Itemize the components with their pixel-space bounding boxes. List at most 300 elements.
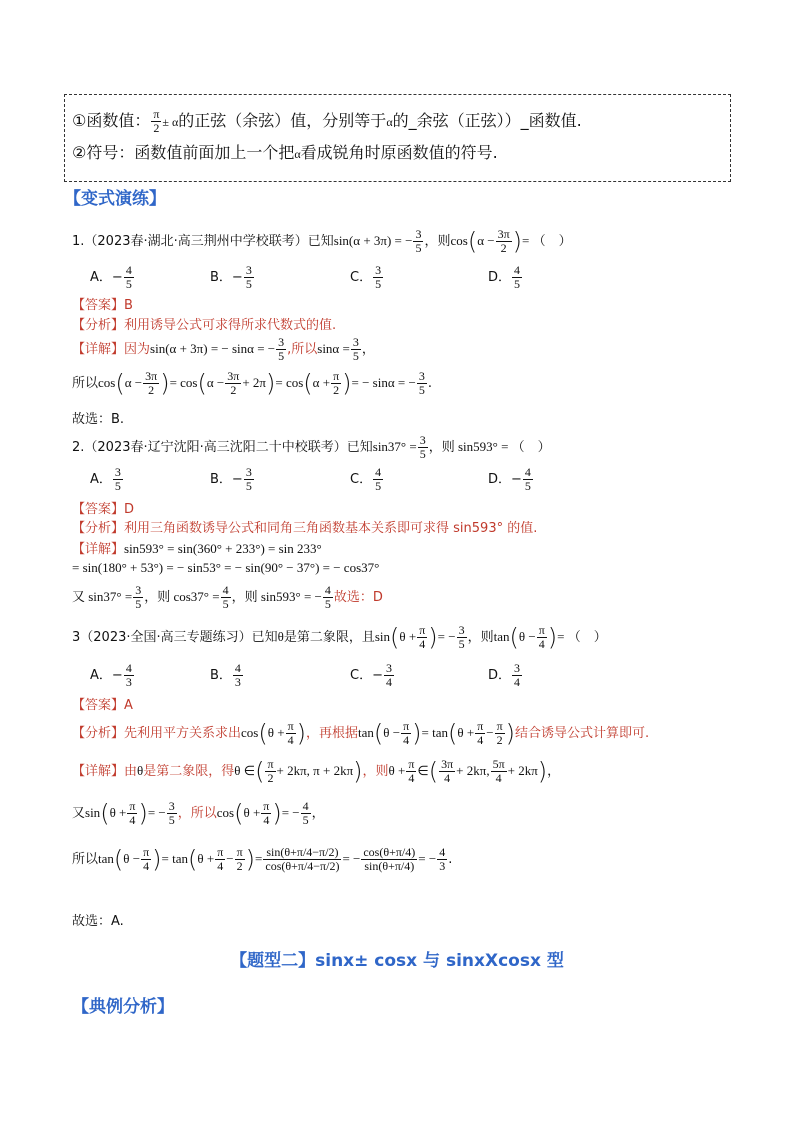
numerator: 3π bbox=[441, 757, 454, 771]
fraction bbox=[537, 624, 547, 651]
denominator: 4 bbox=[514, 675, 521, 689]
math-text: ∈ bbox=[417, 763, 429, 778]
option-label: D． bbox=[488, 668, 512, 683]
paren-close: ) bbox=[547, 623, 558, 652]
q3-answer bbox=[72, 694, 133, 713]
q1-option-d[interactable] bbox=[488, 264, 523, 291]
paren-open: ( bbox=[100, 799, 110, 828]
option-label: A． bbox=[90, 472, 112, 487]
denominator: 5 bbox=[125, 277, 132, 291]
denominator: 5 bbox=[375, 277, 382, 291]
numerator: 3 bbox=[245, 465, 252, 479]
numerator: π bbox=[496, 719, 503, 733]
fraction bbox=[439, 758, 455, 785]
fraction bbox=[276, 336, 286, 363]
numerator: π bbox=[263, 799, 270, 813]
math-text: sin593° = sin(360° + 233°) = sin 233° bbox=[124, 541, 322, 556]
math-text: θ + bbox=[243, 805, 261, 820]
analysis-label: 【分析】 bbox=[72, 726, 125, 741]
denominator: 5 bbox=[418, 383, 425, 397]
q2-stem-text: 2.（2023春·辽宁沈阳·高三沈阳二十中校联考）已知 bbox=[72, 440, 373, 455]
numerator: 4 bbox=[302, 799, 309, 813]
option-label: C． bbox=[350, 668, 373, 683]
option-sign: − bbox=[231, 472, 243, 487]
denominator: 5 bbox=[375, 479, 382, 493]
paren-open: ( bbox=[115, 369, 125, 398]
numerator: π bbox=[333, 369, 340, 383]
option-sign: − bbox=[111, 270, 123, 285]
option-sign: − bbox=[111, 668, 123, 683]
q3-conclusion: 故选：A. bbox=[72, 914, 124, 929]
math-text: θ + bbox=[457, 725, 475, 740]
q1-ask-pre: ，则 bbox=[424, 234, 451, 249]
section-heading-example: 【典例分析】 bbox=[72, 997, 174, 1017]
q1-given: sin(α + 3π) = − bbox=[333, 233, 413, 248]
fraction bbox=[406, 758, 416, 785]
math-text: = tan bbox=[421, 725, 448, 740]
fraction bbox=[244, 466, 254, 493]
analysis-text: 先利用平方关系求出 bbox=[124, 726, 242, 741]
fraction bbox=[417, 624, 427, 651]
denominator: 4 bbox=[217, 859, 224, 873]
q2-option-c[interactable] bbox=[350, 466, 384, 493]
q3-detail-1 bbox=[72, 758, 560, 785]
detail-text: . bbox=[448, 852, 453, 867]
q2-detail-1 bbox=[72, 538, 322, 557]
fraction bbox=[512, 662, 522, 689]
math-text: = − bbox=[281, 805, 300, 820]
detail-text: 又 bbox=[72, 806, 86, 821]
denominator: 3 bbox=[125, 675, 132, 689]
numerator: 4 bbox=[125, 263, 132, 277]
fraction bbox=[512, 264, 522, 291]
numerator: 4 bbox=[234, 661, 241, 675]
detail-text: ,所以 bbox=[287, 342, 318, 357]
denominator: 4 bbox=[287, 733, 294, 747]
fraction bbox=[351, 336, 361, 363]
q2-answer bbox=[72, 498, 134, 517]
numerator: π bbox=[143, 845, 150, 859]
fraction bbox=[495, 720, 505, 747]
q3-option-c[interactable] bbox=[350, 662, 395, 689]
q2-ask: ，则 sin593° = （ ） bbox=[428, 439, 551, 454]
paren-close: ) bbox=[537, 757, 548, 786]
option-label: D． bbox=[488, 270, 512, 285]
math-text: ，则 sin593° = − bbox=[231, 589, 322, 604]
fraction bbox=[233, 662, 243, 689]
math-text: + 2kπ bbox=[507, 763, 538, 778]
paren-open: ( bbox=[255, 757, 265, 786]
denominator: 4 bbox=[419, 637, 426, 651]
answer-label: 【答案】 bbox=[72, 298, 125, 313]
math-text: sin bbox=[374, 629, 391, 644]
q1-ask-inner: α − bbox=[477, 233, 495, 248]
detail-text: 由 bbox=[124, 764, 138, 779]
math-text: sin bbox=[85, 805, 101, 820]
fraction bbox=[151, 108, 161, 135]
paren-open: ( bbox=[303, 369, 313, 398]
fraction bbox=[457, 624, 467, 651]
q2-given: sin37° = bbox=[372, 439, 417, 454]
q1-detail-2 bbox=[72, 370, 432, 397]
detail-label: 【详解】 bbox=[72, 342, 125, 357]
denominator: 4 bbox=[477, 733, 484, 747]
math-text: θ − bbox=[518, 629, 536, 644]
answer-value: D bbox=[124, 502, 135, 517]
answer-label: 【答案】 bbox=[72, 502, 125, 517]
detail-text: ， bbox=[311, 806, 325, 821]
numerator: 3π bbox=[145, 369, 158, 383]
theta-symbol: θ bbox=[277, 629, 284, 644]
denominator: 5 bbox=[419, 447, 426, 461]
detail-text: 所以 bbox=[72, 376, 99, 391]
numerator: 4 bbox=[439, 845, 446, 859]
denominator: 5 bbox=[245, 479, 252, 493]
summary-text: 的正弦（余弦）值，分别等于 bbox=[178, 111, 387, 130]
fraction bbox=[373, 466, 383, 493]
q2-analysis bbox=[72, 517, 537, 536]
detail-text: 故选：D bbox=[333, 590, 383, 605]
numerator: π bbox=[153, 107, 160, 121]
numerator: π bbox=[419, 623, 426, 637]
numerator: 4 bbox=[375, 465, 382, 479]
fraction bbox=[221, 584, 231, 611]
denominator: 2 bbox=[500, 241, 507, 255]
numerator: 3 bbox=[385, 661, 392, 675]
pm-alpha: ± α bbox=[162, 115, 179, 129]
fraction bbox=[418, 434, 428, 461]
section-heading-variant: 【变式演练】 bbox=[64, 189, 166, 209]
fraction bbox=[491, 758, 507, 785]
option-label: A． bbox=[90, 270, 112, 285]
paren-close: ) bbox=[245, 845, 256, 874]
denominator: 3 bbox=[439, 859, 446, 873]
alpha-symbol: α bbox=[294, 147, 301, 161]
denominator: 4 bbox=[263, 813, 270, 827]
summary-line-2 bbox=[72, 140, 498, 163]
fraction bbox=[261, 800, 271, 827]
math-text: = cos bbox=[275, 375, 304, 390]
paren-close: ) bbox=[342, 369, 352, 398]
fraction bbox=[225, 370, 241, 397]
math-text: α − bbox=[124, 375, 143, 390]
q2-stem bbox=[72, 434, 551, 461]
q1-option-b[interactable] bbox=[210, 264, 255, 291]
detail-text: ，所以 bbox=[177, 806, 217, 821]
numerator: 3 bbox=[352, 335, 359, 349]
denominator: 2 bbox=[230, 383, 237, 397]
denominator: 5 bbox=[222, 597, 229, 611]
fraction bbox=[384, 662, 394, 689]
math-text: . bbox=[427, 376, 432, 391]
q2-option-a[interactable] bbox=[90, 466, 124, 493]
fraction bbox=[496, 228, 512, 255]
denominator: 5 bbox=[415, 241, 422, 255]
math-text: θ + bbox=[388, 763, 406, 778]
math-text: tan bbox=[493, 629, 510, 644]
paren-close: ) bbox=[266, 369, 276, 398]
detail-text: ， bbox=[361, 342, 375, 357]
summary-text: 看成锐角时原函数值的符号. bbox=[300, 143, 498, 162]
math-text: θ + bbox=[399, 629, 417, 644]
denominator: 5 bbox=[302, 813, 309, 827]
denominator: 4 bbox=[444, 771, 451, 785]
paren-close: ) bbox=[353, 757, 363, 786]
fraction bbox=[286, 720, 296, 747]
math-text: = − bbox=[147, 805, 166, 820]
numerator: 3 bbox=[114, 465, 121, 479]
denominator: 2 bbox=[267, 771, 274, 785]
answer-value: B bbox=[124, 298, 133, 313]
q3-analysis bbox=[72, 720, 649, 747]
fraction bbox=[437, 846, 447, 873]
numerator: π bbox=[129, 799, 136, 813]
denominator: 5 bbox=[524, 479, 531, 493]
math-text: θ + bbox=[109, 805, 127, 820]
detail-text: ，则 bbox=[362, 764, 389, 779]
option-label: C． bbox=[350, 472, 373, 487]
math-text: = sin(180° + 53°) = − sin53° = − sin(90° − 37°) = − cos37° bbox=[72, 560, 380, 575]
denominator: 5 bbox=[324, 597, 331, 611]
q1-analysis bbox=[72, 314, 336, 333]
q1-option-c[interactable] bbox=[350, 264, 384, 291]
q3-option-b[interactable] bbox=[210, 662, 244, 689]
numerator: π bbox=[538, 623, 545, 637]
denominator: 4 bbox=[385, 675, 392, 689]
option-label: B． bbox=[210, 472, 232, 487]
numerator: π bbox=[287, 719, 294, 733]
analysis-text: 利用三角函数诱导公式和同角三角函数基本关系即可求得 sin593° 的值. bbox=[124, 521, 538, 536]
paren-close: ) bbox=[428, 623, 438, 652]
summary-text: ②符号：函数值前面加上一个把 bbox=[72, 143, 295, 162]
math-text: = − bbox=[437, 629, 456, 644]
numerator: 3 bbox=[419, 433, 426, 447]
fraction bbox=[143, 370, 159, 397]
math-text: θ − bbox=[123, 851, 141, 866]
paren-open: ( bbox=[234, 799, 244, 828]
math-text: cos bbox=[241, 725, 259, 740]
math-text: θ ∈ bbox=[234, 763, 256, 778]
denominator: 4 bbox=[129, 813, 136, 827]
math-text: − bbox=[486, 725, 494, 740]
q1-option-a[interactable] bbox=[90, 264, 135, 291]
denominator: 5 bbox=[514, 277, 521, 291]
paren-open: ( bbox=[448, 719, 458, 748]
analysis-label: 【分析】 bbox=[72, 318, 125, 333]
q2-detail-3 bbox=[72, 584, 383, 611]
q2-option-d[interactable] bbox=[488, 466, 534, 493]
option-sign: − bbox=[231, 270, 243, 285]
math-text: + 2kπ, bbox=[456, 763, 490, 778]
fraction bbox=[244, 264, 254, 291]
math-text: sin bbox=[364, 859, 379, 873]
fraction bbox=[124, 662, 134, 689]
math-text: tan bbox=[358, 725, 374, 740]
denominator: 2 bbox=[153, 121, 160, 135]
q3-detail-2 bbox=[72, 800, 325, 827]
numerator: 3 bbox=[514, 661, 521, 675]
detail-label: 【详解】 bbox=[72, 542, 125, 557]
paren-open: ( bbox=[113, 845, 124, 874]
fraction bbox=[417, 370, 427, 397]
option-sign: − bbox=[372, 668, 383, 683]
numerator: 3 bbox=[415, 227, 422, 241]
fraction bbox=[263, 846, 341, 873]
q3-option-a[interactable] bbox=[90, 662, 135, 689]
math-text: tan bbox=[98, 851, 114, 866]
option-sign: − bbox=[511, 472, 522, 487]
fraction bbox=[401, 720, 411, 747]
option-label: B． bbox=[210, 668, 232, 683]
q2-option-b[interactable] bbox=[210, 466, 255, 493]
summary-text: ①函数值： bbox=[72, 111, 151, 130]
summary-text: 的_余弦（正弦））_函数值. bbox=[392, 111, 582, 130]
numerator: 4 bbox=[222, 583, 229, 597]
q2-detail-2 bbox=[72, 560, 379, 576]
paren-close: ) bbox=[296, 719, 306, 748]
detail-text: 因为 bbox=[124, 342, 151, 357]
math-text: cos bbox=[363, 845, 380, 859]
paren-close: ) bbox=[152, 845, 162, 874]
q3-detail-3 bbox=[72, 846, 452, 873]
fraction bbox=[523, 466, 533, 493]
analysis-text: ，再根据 bbox=[306, 726, 359, 741]
numerator: π bbox=[408, 757, 415, 771]
answer-value: A bbox=[124, 698, 133, 713]
q1-stem-text: 1.（2023春·湖北·高三荆州中学校联考）已知 bbox=[72, 234, 334, 249]
denominator: 4 bbox=[143, 859, 150, 873]
paren-open: ( bbox=[258, 719, 268, 748]
denominator: 5 bbox=[458, 637, 465, 651]
numerator: sin(θ+π/4−π/2) bbox=[263, 846, 341, 860]
numerator: 3 bbox=[278, 335, 285, 349]
numerator: 4 bbox=[324, 583, 331, 597]
paren-close: ) bbox=[160, 369, 170, 398]
q3-stem-text: 3（2023·全国·高三专题练习）已知 bbox=[72, 630, 278, 645]
paren-open: ( bbox=[390, 623, 400, 652]
detail-label: 【详解】 bbox=[72, 764, 125, 779]
option-label: D． bbox=[488, 472, 512, 487]
math-text: cos bbox=[265, 859, 282, 873]
denominator: 4 bbox=[403, 733, 410, 747]
math-text: + 2kπ, π + 2kπ bbox=[276, 763, 354, 778]
numerator: 3 bbox=[375, 263, 382, 277]
option-label: C． bbox=[350, 270, 373, 285]
paren-close: ) bbox=[512, 227, 523, 256]
fraction bbox=[265, 758, 275, 785]
numerator: 5π bbox=[492, 757, 505, 771]
fraction bbox=[475, 720, 485, 747]
paren-close: ) bbox=[138, 799, 148, 828]
answer-label: 【答案】 bbox=[72, 698, 125, 713]
denominator: 2 bbox=[236, 859, 243, 873]
numerator: π bbox=[477, 719, 484, 733]
q1-answer bbox=[72, 294, 133, 313]
q3-ask: ，则 bbox=[467, 630, 494, 645]
alpha-symbol: α bbox=[386, 115, 393, 129]
analysis-text: 结合诱导公式计算即可. bbox=[515, 726, 650, 741]
numerator: 3 bbox=[458, 623, 465, 637]
paren-open: ( bbox=[509, 623, 519, 652]
denominator: 3 bbox=[234, 675, 241, 689]
denominator: 2 bbox=[148, 383, 155, 397]
theta-symbol: θ bbox=[137, 763, 144, 778]
fraction bbox=[413, 228, 423, 255]
denominator: sin(θ+π/4) bbox=[364, 859, 415, 873]
denominator: 5 bbox=[114, 479, 121, 493]
denominator: 5 bbox=[135, 597, 142, 611]
analysis-text: 利用诱导公式可求得所求代数式的值. bbox=[124, 318, 337, 333]
fraction bbox=[235, 846, 245, 873]
math-text: θ + bbox=[197, 851, 215, 866]
denominator: 4 bbox=[408, 771, 415, 785]
math-text: = （ ） bbox=[557, 629, 607, 644]
math-text: cos bbox=[98, 375, 116, 390]
paren-close: ) bbox=[505, 719, 516, 748]
paren-open: ( bbox=[197, 369, 207, 398]
detail-text: ， bbox=[547, 764, 561, 779]
numerator: cos(θ+π/4) bbox=[363, 845, 416, 859]
paren-close: ) bbox=[272, 799, 282, 828]
math-text: sin(α + 3π) = − sinα = − bbox=[150, 341, 276, 356]
fraction bbox=[113, 466, 123, 493]
q1-conclusion: 故选：B. bbox=[72, 412, 125, 427]
math-text: sinα = bbox=[317, 341, 350, 356]
numerator: 4 bbox=[524, 465, 531, 479]
fraction bbox=[331, 370, 341, 397]
detail-text: 是第二象限，得 bbox=[143, 764, 235, 779]
q1-ask: cos bbox=[450, 233, 468, 248]
numerator: 4 bbox=[514, 263, 521, 277]
math-text: = cos bbox=[169, 375, 198, 390]
numerator: 3π bbox=[227, 369, 240, 383]
math-text: ，则 cos37° = bbox=[144, 589, 220, 604]
q3-stem-text: 是第二象限，且 bbox=[283, 630, 375, 645]
fraction bbox=[215, 846, 225, 873]
paren-open: ( bbox=[373, 719, 384, 748]
denominator: 4 bbox=[538, 637, 545, 651]
paren-open: ( bbox=[428, 757, 439, 786]
denominator: 5 bbox=[278, 349, 285, 363]
math-text: = tan bbox=[161, 851, 188, 866]
math-text: + 2π bbox=[242, 375, 266, 390]
q1-stem bbox=[72, 228, 572, 255]
numerator: 3π bbox=[497, 227, 510, 241]
analysis-label: 【分析】 bbox=[72, 521, 125, 536]
detail-text: 所以 bbox=[72, 852, 99, 867]
q3-stem bbox=[72, 624, 607, 651]
fraction bbox=[127, 800, 137, 827]
numerator: 3 bbox=[418, 369, 425, 383]
math-text: sin bbox=[266, 845, 281, 859]
numerator: π bbox=[217, 845, 224, 859]
math-text: = − sinα = − bbox=[351, 375, 416, 390]
math-text: α − bbox=[206, 375, 225, 390]
math-text: 又 sin37° = bbox=[72, 589, 133, 604]
q3-option-d[interactable] bbox=[488, 662, 523, 689]
denominator: cos(θ+π/4−π/2) bbox=[265, 859, 340, 873]
numerator: 3 bbox=[245, 263, 252, 277]
numerator: π bbox=[403, 719, 410, 733]
summary-line-1 bbox=[72, 108, 582, 135]
math-text: = − bbox=[342, 851, 361, 866]
fraction bbox=[373, 264, 383, 291]
numerator: π bbox=[267, 757, 274, 771]
math-text: θ + bbox=[267, 725, 285, 740]
fraction bbox=[141, 846, 151, 873]
option-label: B． bbox=[210, 270, 232, 285]
denominator: 2 bbox=[496, 733, 503, 747]
